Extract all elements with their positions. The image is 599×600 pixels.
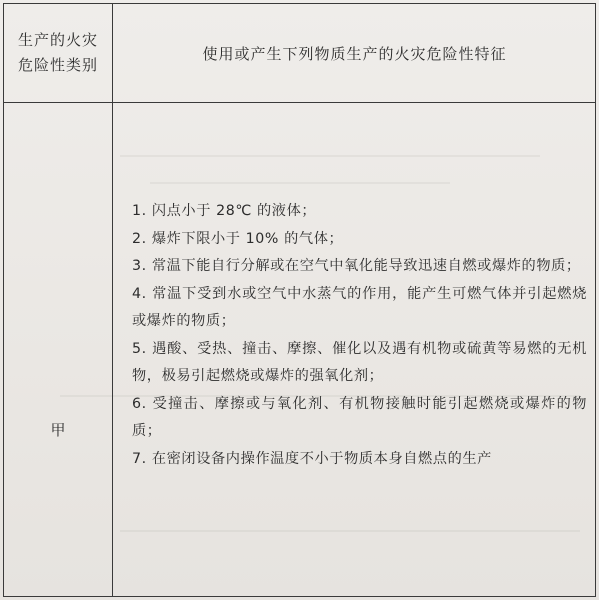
list-item: 4. 常温下受到水或空气中水蒸气的作用，能产生可燃气体并引起燃烧或爆炸的物质； xyxy=(132,285,587,329)
header-category-line1: 生产的火灾 xyxy=(17,31,98,49)
header-category-cell xyxy=(4,4,112,102)
header-feature-title: 使用或产生下列物质生产的火灾危险性特征 xyxy=(202,44,507,63)
row-category-label: 甲 xyxy=(50,421,66,439)
column-divider xyxy=(112,4,113,596)
feature-list xyxy=(132,198,587,473)
list-item: 2. 爆炸下限小于 10% 的气体； xyxy=(132,230,344,247)
row-category-cell xyxy=(4,103,112,596)
list-item: 3. 常温下能自行分解或在空气中氧化能导致迅速自燃或爆炸的物质； xyxy=(132,258,581,274)
header-feature-cell xyxy=(114,4,595,102)
list-item: 6. 受撞击、摩擦或与氧化剂、有机物接触时能引起燃烧或爆炸的物质； xyxy=(132,395,587,439)
header-category-line2: 危险性类别 xyxy=(17,56,98,74)
list-item: 1. 闪点小于 28℃ 的液体； xyxy=(132,203,317,219)
list-item: 5. 遇酸、受热、撞击、摩擦、催化以及遇有机物或硫黄等易燃的无机物，极易引起燃烧或爆炸的强氧化剂； xyxy=(132,340,587,384)
list-item: 7. 在密闭设备内操作温度不小于物质本身自燃点的生产 xyxy=(132,450,492,467)
